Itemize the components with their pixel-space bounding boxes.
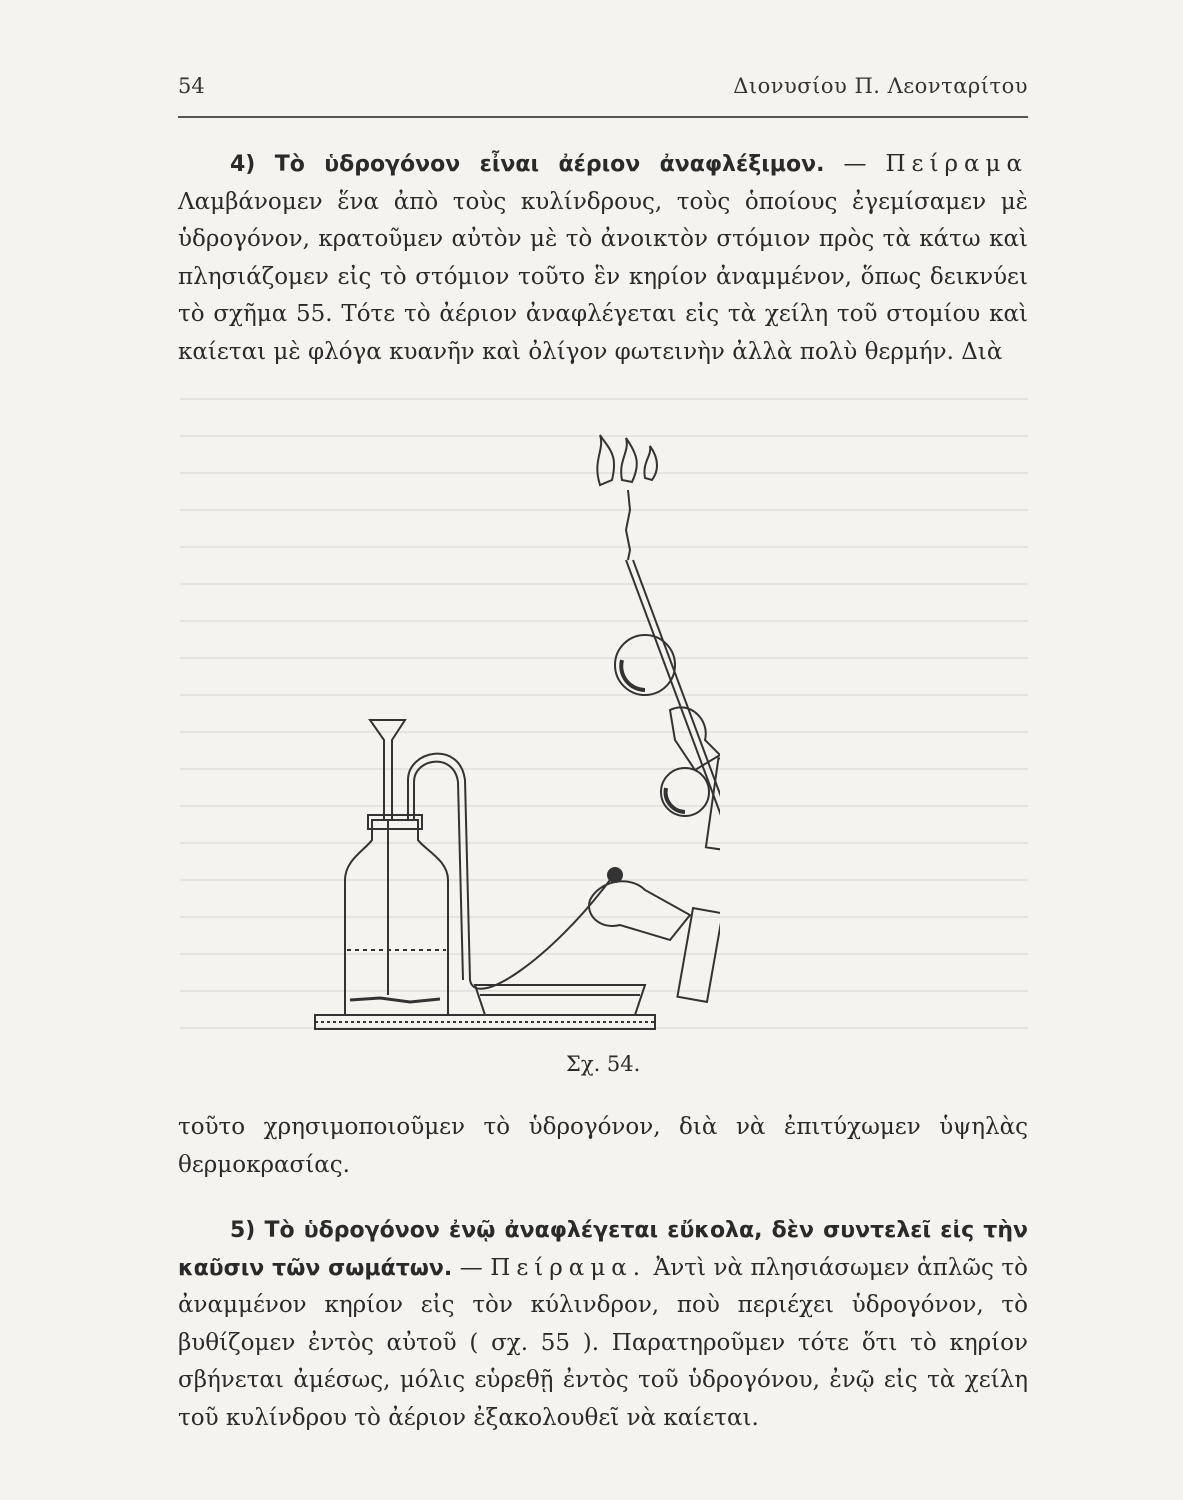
section-4-body: Λαμβάνομεν ἕνα ἀπὸ τοὺς κυλίνδρους, τοὺς ὁποίους ἐγεμίσαμεν μὲ ὑδρογόνον, κρατοῦμεν αὐτὸν μὲ τὸ ἀνοικτὸν στόμιον πρὸς τὰ κάτω καὶ πλησιάζομεν εἰς τὸ στόμιον τοῦτο ἓν κηρίον ἀναμμένον, ὅπως δεικνύει τὸ σχῆμα 55. Τότε τὸ ἀέριον ἀναφλέγεται εἰς τὰ χείλη τοῦ στομίου καὶ καίεται μὲ φλόγα κυανῆν καὶ ὀλίγον φωτεινὴν ἀλλὰ πολὺ θερμήν. Διὰ xyxy=(178,188,1028,365)
hand-icon xyxy=(670,707,720,770)
running-title: Διονυσίου Π. Λεονταρίτου xyxy=(733,74,1028,98)
soap-basin xyxy=(475,985,645,1015)
page-number: 54 xyxy=(178,74,205,98)
thistle-funnel xyxy=(370,720,405,820)
section-5 xyxy=(178,1212,1028,1437)
section-4-continuation: τοῦτο χρησιμοποιοῦμεν τὸ ὑδρογόνον, διὰ νὰ ἐπιτύχωμεν ὑψηλὰς θερμοκρασίας. xyxy=(178,1114,1028,1178)
hydrogen-apparatus-illustration xyxy=(300,420,720,1040)
section-4-experiment-label: Πείραμα xyxy=(885,151,1029,177)
section-4 xyxy=(178,146,1028,371)
gas-bottle xyxy=(345,820,448,1015)
soap-bubble xyxy=(661,768,709,816)
section-5-experiment-label: Πείραμα. xyxy=(490,1254,647,1281)
figure-54 xyxy=(300,420,720,1040)
hand-icon xyxy=(589,881,690,940)
section-4-dash: — xyxy=(824,151,886,177)
section-5-body: Ἀντὶ νὰ πλησιάσωμεν ἁπλῶς τὸ ἀναμμένον κηρίον εἰς τὸν κύλινδρον, ποὺ περιέχει ὑδρογόνον, τὸ βυθίζομεν ἐντὸς αὐτοῦ ( σχ. 55 ). Παρατηροῦμεν τότε ὅτι τὸ κηρίον σβήνεται ἀμέσως, μόλις εὑρεθῇ ἐντὸς τοῦ ὑδρογόνου, ἐνῷ εἰς τὰ χείλη τοῦ κυλίνδρου τὸ ἀέριον ἐξακολουθεῖ νὰ καίεται. xyxy=(178,1254,1029,1431)
section-5-dash: — xyxy=(452,1254,491,1281)
figure-caption: Σχ. 54. xyxy=(566,1052,641,1076)
page-header xyxy=(178,74,1028,104)
header-rule xyxy=(178,116,1028,118)
section-4-heading: 4) Τὸ ὑδρογόνον εἶναι ἀέριον ἀναφλέξιμον. xyxy=(230,152,825,177)
section-5-heading: 5) Τὸ ὑδρογόνον ἐνῷ ἀναφλέγεται εὔκολα, δὲν συντελεῖ εἰς τὴν καῦσιν τῶν σωμάτων. xyxy=(178,1218,1028,1281)
flame-icon xyxy=(597,435,614,485)
